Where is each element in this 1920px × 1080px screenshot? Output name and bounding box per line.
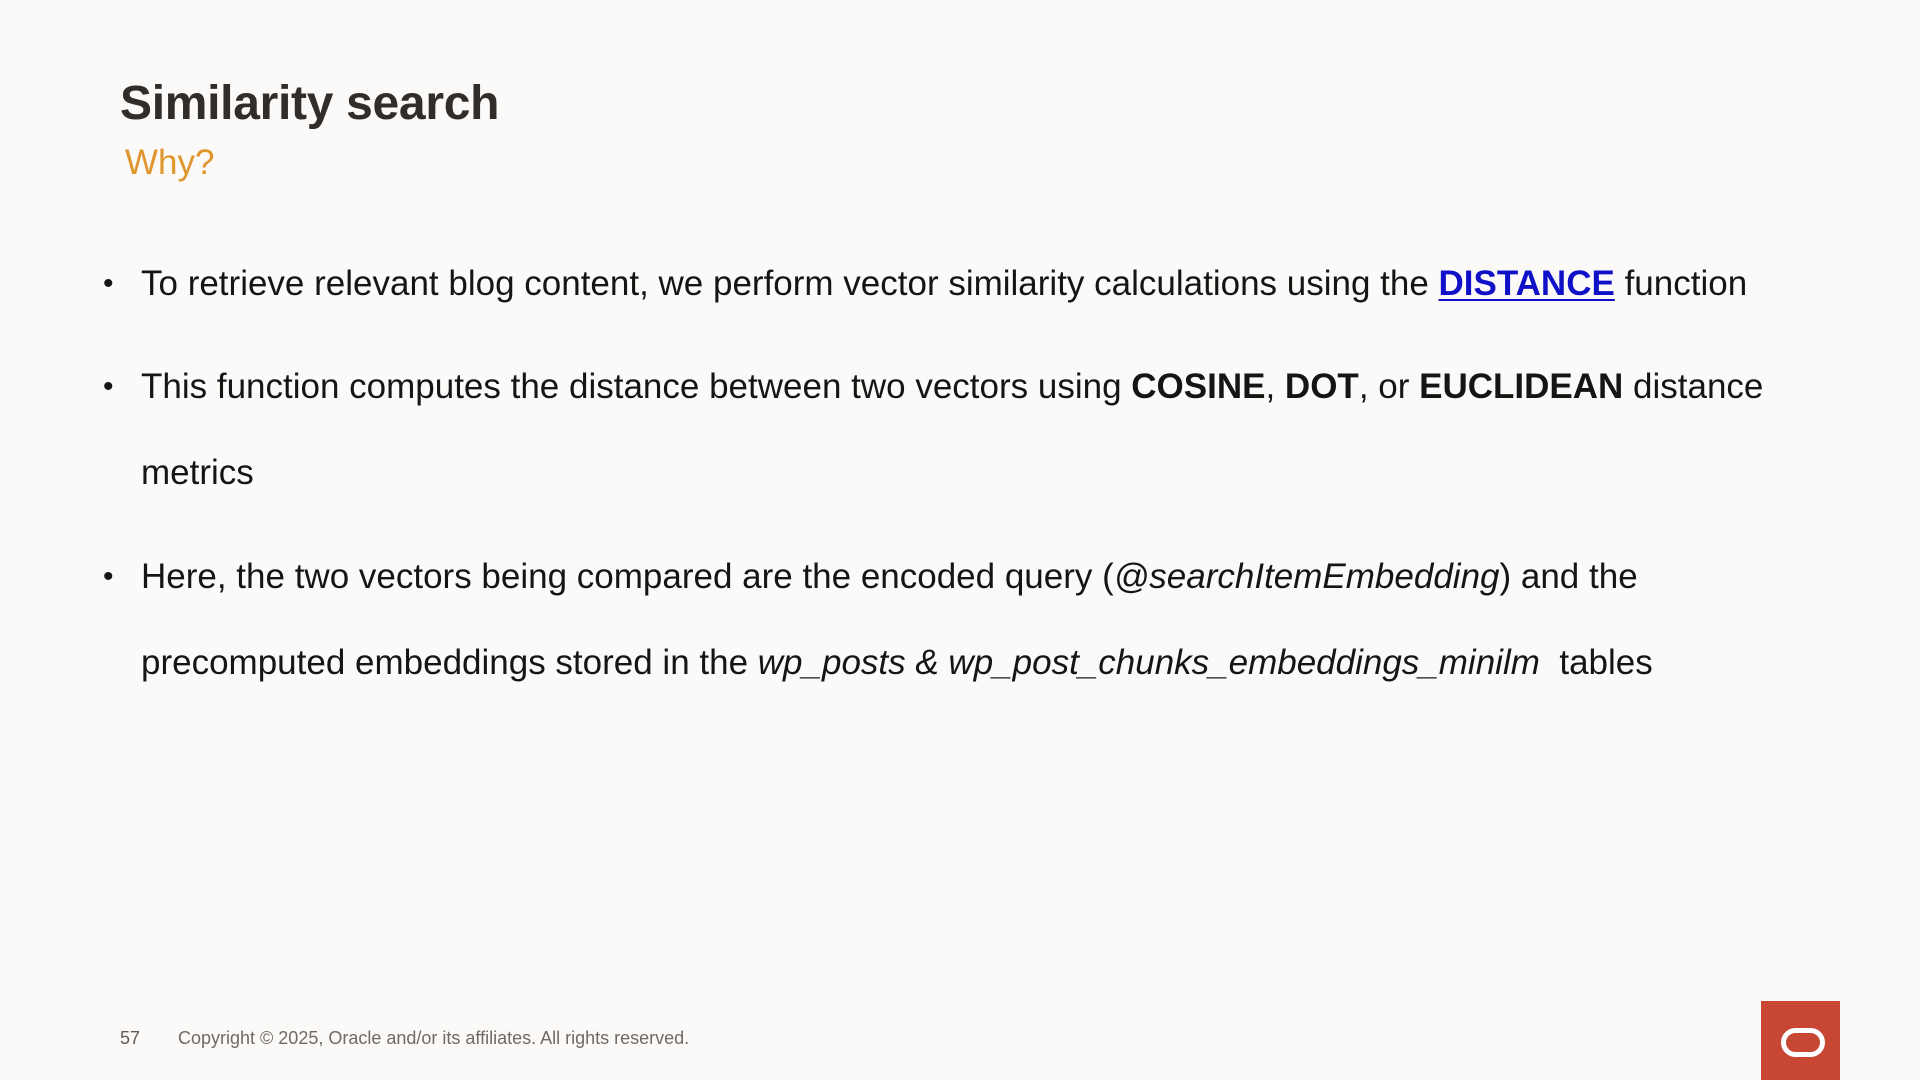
bullet-dot-icon: • [103,267,114,300]
bullet-item [100,534,1840,706]
bullet-text: To retrieve relevant blog content, we perform vector similarity calculations using the [141,264,1439,303]
distance-link[interactable]: DISTANCE [1438,264,1615,303]
oracle-ring-icon [1781,1028,1825,1057]
bullet-text: tables [1539,643,1653,682]
table-names-term: wp_posts & wp_post_chunks_embeddings_minilm [757,643,1540,682]
bullet-text: This function computes the distance between two vectors using [141,367,1132,406]
bullet-text: , or [1358,367,1420,406]
dot-term: DOT [1284,367,1359,406]
bullet-list [100,258,1840,726]
copyright-text: Copyright © 2025, Oracle and/or its affiliates. All rights reserved. [178,1028,690,1048]
bullet-dot-icon: • [103,560,114,593]
oracle-logo-icon [1761,1001,1840,1080]
search-embedding-term: @searchItemEmbedding [1113,557,1500,596]
page-number: 57 [120,1028,141,1048]
euclidean-term: EUCLIDEAN [1419,367,1624,406]
bullet-text: function [1614,264,1748,303]
bullet-text: , [1265,367,1285,406]
slide-subtitle: Why? [125,143,215,182]
bullet-item [100,258,1840,310]
bullet-text: distance metrics [141,367,1764,492]
slide-title: Similarity search [120,77,500,130]
bullet-item [100,344,1840,516]
bullet-text: ) and the precomputed embeddings stored in the [141,557,1638,682]
cosine-term: COSINE [1131,367,1266,406]
bullet-text: Here, the two vectors being compared are the encoded query ( [141,557,1114,596]
bullet-dot-icon: • [103,370,114,403]
